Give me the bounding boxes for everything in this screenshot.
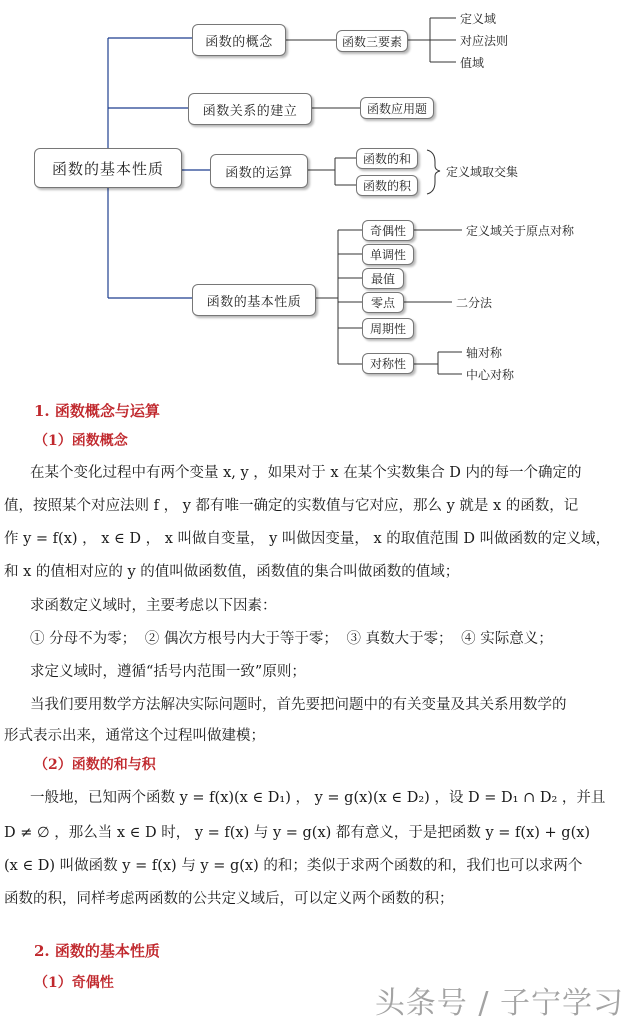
root-node: 函数的基本性质 <box>34 148 182 188</box>
p1-line-3: 作 y = f(x) ， x ∈ D ， x 叫做自变量， y 叫做因变量， x 的取值范围 D 叫做函数的定义域， <box>4 531 611 547</box>
section1-title: 1. 函数概念与运算 <box>34 402 160 420</box>
leaf-range: 值域 <box>460 56 485 70</box>
mind-map <box>0 0 640 390</box>
watermark: 头条号 / 子宁学习 <box>374 986 624 1021</box>
p4-line-2: 形式表示出来，通常这个过程叫做建模； <box>4 728 265 744</box>
concept-node: 函数的概念 <box>192 24 286 56</box>
p5-line-2: D ≠ ∅ ，那么当 x ∈ D 时， y = f(x) 与 y = g(x) 都有意义，于是把函数 y = f(x) + g(x) <box>4 825 591 841</box>
section2-title: 2. 函数的基本性质 <box>34 942 160 960</box>
intersection-note: 定义域取交集 <box>446 165 519 179</box>
sub1-title: （1）函数概念 <box>34 433 128 449</box>
bisection-note: 二分法 <box>456 296 493 310</box>
monotonicity-node: 单调性 <box>362 244 414 265</box>
extremum-node: 最值 <box>362 268 404 289</box>
periodicity-node: 周期性 <box>362 318 414 339</box>
condition-4: ④ 实际意义； <box>461 631 553 647</box>
symmetry-node: 对称性 <box>362 353 414 374</box>
p2: 求函数定义域时，主要考虑以下因素： <box>30 598 277 614</box>
p1-line-4: 和 x 的值相对应的 y 的值叫做函数值，函数值的集合叫做函数的值域； <box>4 564 460 580</box>
sub3-title: （1）奇偶性 <box>34 975 114 991</box>
sub2-title: （2）函数的和与积 <box>34 757 156 773</box>
center-symmetry-leaf: 中心对称 <box>466 368 515 382</box>
mind-map-connectors <box>0 0 640 390</box>
zero-point-node: 零点 <box>362 292 404 313</box>
parity-node: 奇偶性 <box>362 220 414 241</box>
condition-2: ② 偶次方根号内大于等于零； <box>144 631 338 647</box>
product-node: 函数的积 <box>356 175 418 196</box>
three-elements-node: 函数三要素 <box>336 30 408 52</box>
parity-note: 定义域关于原点对称 <box>466 224 575 238</box>
axis-symmetry-leaf: 轴对称 <box>466 346 503 360</box>
p1-line-1: 在某个变化过程中有两个变量 x, y ，如果对于 x 在某个实数集合 D 内的每一个确定的 <box>30 465 582 481</box>
p3: 求定义域时，遵循“括号内范围一致”原则； <box>30 664 306 680</box>
application-node: 函数应用题 <box>360 97 434 119</box>
relation-node: 函数关系的建立 <box>188 93 312 125</box>
sum-node: 函数的和 <box>356 148 418 169</box>
operation-node: 函数的运算 <box>210 154 308 188</box>
p5-line-4: 函数的积，同样考虑两函数的公共定义域后，可以定义两个函数的积； <box>4 891 454 907</box>
properties-node: 函数的基本性质 <box>192 284 316 316</box>
p1-line-2: 值，按照某个对应法则 f ， y 都有唯一确定的实数值与它对应，那么 y 就是 x 的函数，记 <box>4 498 579 514</box>
condition-1: ① 分母不为零； <box>30 631 137 647</box>
p4-line-1: 当我们要用数学方法解决实际问题时，首先要把问题中的有关变量及其关系用数学的 <box>30 697 567 713</box>
leaf-rule: 对应法则 <box>460 34 509 48</box>
conditions-line <box>30 627 557 648</box>
p5-line-1: 一般地，已知两个函数 y = f(x)(x ∈ D₁) ， y = g(x)(x ∈ D₂) ，设 D = D₁ ∩ D₂ ，并且 <box>30 790 606 806</box>
condition-3: ③ 真数大于零； <box>346 631 453 647</box>
leaf-domain: 定义域 <box>460 12 497 26</box>
p5-line-3: (x ∈ D) 叫做函数 y = f(x) 与 y = g(x) 的和；类似于求两个函数的和，我们也可以求两个 <box>4 858 583 874</box>
